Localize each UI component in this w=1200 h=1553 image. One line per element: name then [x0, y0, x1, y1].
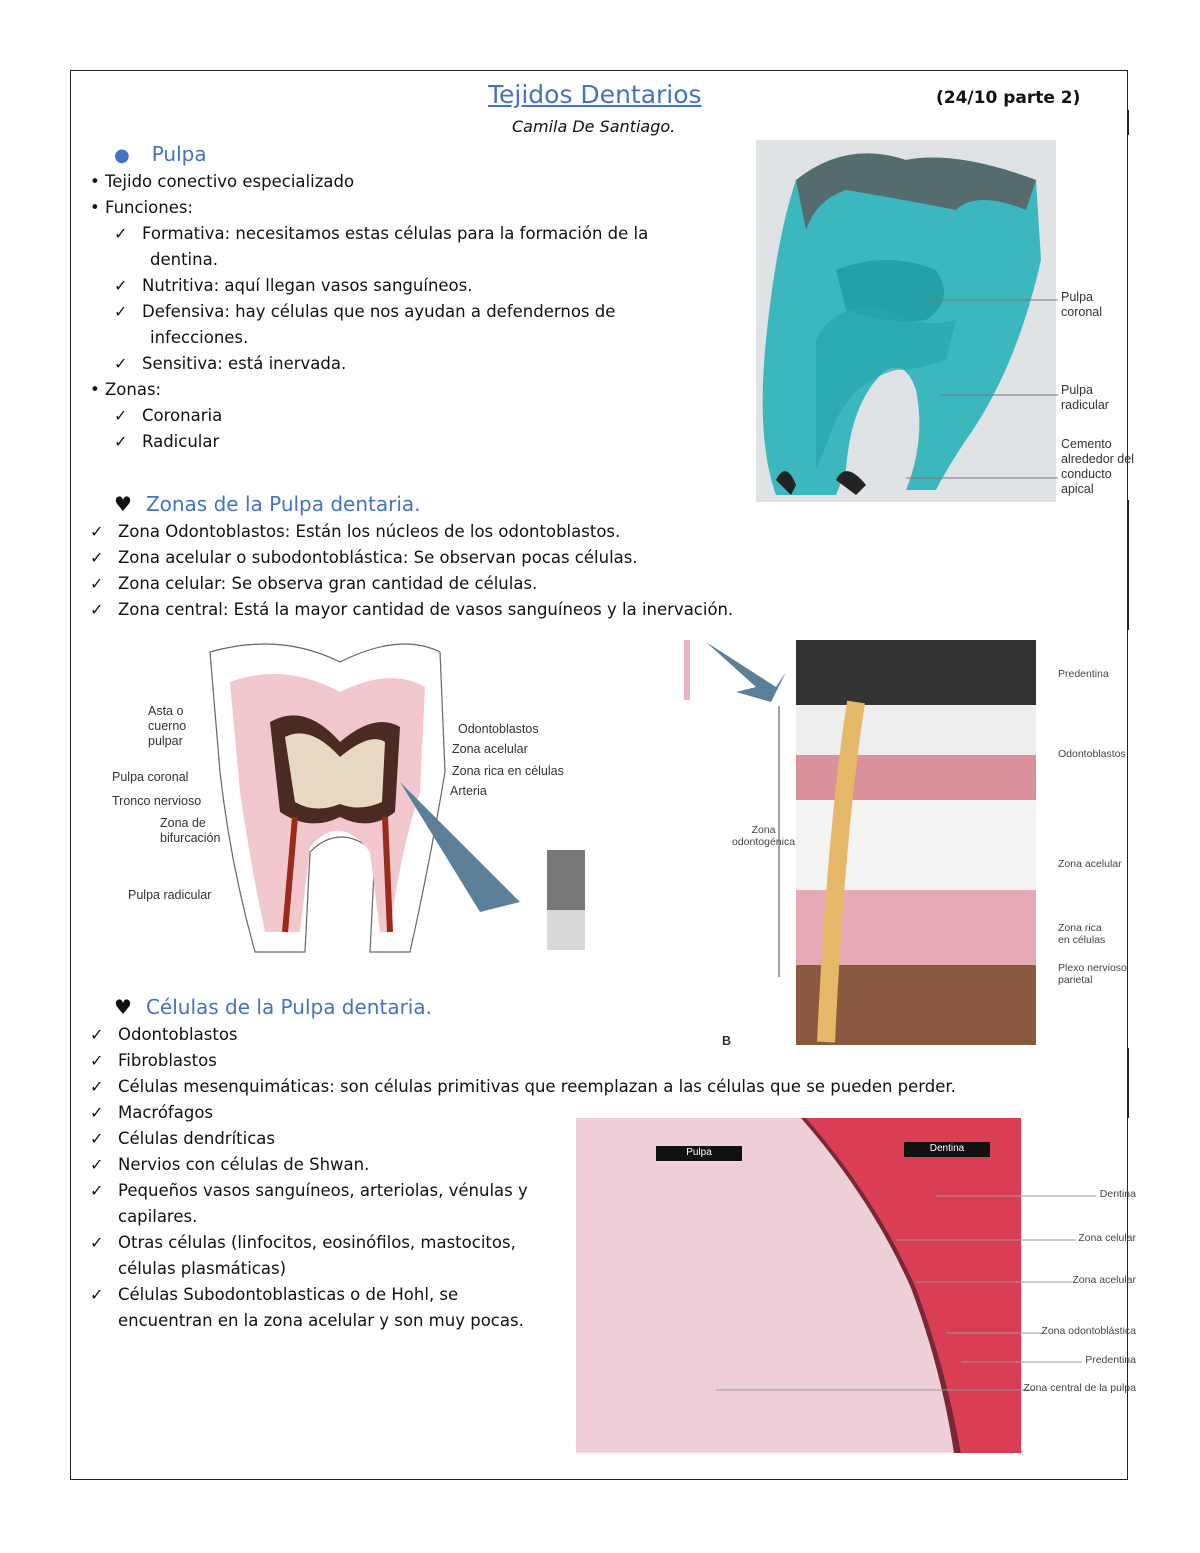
fig4-label: Zona odontoblástica [1041, 1325, 1136, 1337]
pulpa-heading: Pulpa [151, 142, 207, 166]
check-icon: ✓ [90, 1181, 104, 1200]
fig4-label: Zona acelular [1072, 1274, 1136, 1286]
page-title: Tejidos Dentarios [488, 80, 702, 109]
list-item: • Zonas: [90, 380, 162, 399]
list-item: Zona Odontoblastos: Están los núcleos de los odontoblastos. [118, 522, 621, 541]
check-icon: ✓ [90, 1129, 104, 1148]
check-icon: ✓ [90, 1051, 104, 1070]
zonas-section [90, 492, 733, 623]
check-icon: ✓ [90, 1155, 104, 1174]
celulas-heading: Células de la Pulpa dentaria. [145, 995, 432, 1019]
list-item: Odontoblastos [118, 1025, 238, 1044]
list-item: Sensitiva: está inervada. [142, 354, 347, 373]
list-item: Coronaria [142, 406, 223, 425]
list-item: Células dendríticas [118, 1129, 276, 1148]
check-icon: ✓ [114, 432, 128, 451]
fig3-label: odontogénica [732, 836, 796, 848]
fig2-label: Pulpa radicular [128, 888, 212, 902]
list-item: células plasmáticas) [118, 1259, 287, 1278]
fig1-label: apical [1061, 482, 1094, 496]
fig3-label: B [722, 1034, 732, 1048]
heart-icon: ♥ [114, 995, 132, 1019]
fig2-label: Zona rica en células [452, 764, 564, 778]
fig1-label: Pulpa [1061, 290, 1093, 304]
fig4-label: Predentina [1085, 1354, 1136, 1366]
fig2-label: cuerno [148, 719, 187, 733]
fig2-label: Zona acelular [452, 742, 528, 756]
fig3-label: parietal [1058, 974, 1093, 986]
fig1-label: Pulpa [1061, 383, 1093, 397]
fig1-label: coronal [1061, 305, 1102, 319]
check-icon: ✓ [90, 1025, 104, 1044]
margin-line [1127, 1048, 1129, 1118]
fig3-label: Zona [751, 824, 776, 836]
check-icon: ✓ [114, 354, 128, 373]
heart-icon: ♥ [114, 492, 132, 516]
list-item: Zona acelular o subodontoblástica: Se observan pocas células. [118, 548, 638, 567]
list-item: Zona central: Está la mayor cantidad de vasos sanguíneos y la inervación. [118, 600, 734, 619]
list-item: • Tejido conectivo especializado [90, 172, 355, 191]
fig1-label: radicular [1061, 398, 1109, 412]
fig3-label: Predentina [1058, 668, 1109, 680]
list-item: Formativa: necesitamos estas células para la formación de la [142, 224, 649, 243]
tooth-section-figure [756, 140, 1146, 502]
check-icon: ✓ [90, 574, 104, 593]
list-item: Radicular [142, 432, 220, 451]
zonas-heading: Zonas de la Pulpa dentaria. [145, 492, 421, 516]
fig4-label: Pulpa [686, 1147, 712, 1158]
fig1-label: alrededor del [1061, 452, 1134, 466]
pulpa-section [90, 142, 648, 455]
check-icon: ✓ [114, 406, 128, 425]
list-item: capilares. [118, 1207, 198, 1226]
check-icon: ✓ [114, 276, 128, 295]
fig2-label: pulpar [148, 734, 183, 748]
fig2-label: bifurcación [160, 831, 221, 845]
fig2-label: Pulpa coronal [112, 770, 189, 784]
fig2-label: Odontoblastos [458, 722, 539, 736]
check-icon: ✓ [90, 1077, 104, 1096]
list-item: dentina. [150, 250, 218, 269]
check-icon: ✓ [90, 548, 104, 567]
fig2-label: Arteria [450, 784, 487, 798]
list-item: Zona celular: Se observa gran cantidad de células. [118, 574, 538, 593]
check-icon: ✓ [90, 522, 104, 541]
check-icon: ✓ [90, 1285, 104, 1304]
fig3-label: en células [1058, 934, 1106, 946]
fig4-label: Zona central de la pulpa [1023, 1382, 1136, 1394]
check-icon: ✓ [90, 600, 104, 619]
tooth-diagram-figure [100, 632, 590, 962]
page-author: Camila De Santiago. [512, 117, 676, 136]
check-icon: ✓ [114, 302, 128, 321]
list-item: Nervios con células de Shwan. [118, 1155, 370, 1174]
list-item: Defensiva: hay células que nos ayudan a defendernos de [142, 302, 616, 321]
list-item: Células mesenquimáticas: son células primitivas que reemplazan a las células que se pueden perder. [118, 1077, 956, 1096]
odontogenic-zone-figure [676, 632, 1136, 1052]
fig1-label: conducto [1061, 467, 1112, 481]
list-item: encuentran en la zona acelular y son muy pocas. [118, 1311, 524, 1330]
list-item: Pequeños vasos sanguíneos, arteriolas, vénulas y [118, 1181, 528, 1200]
list-item: Macrófagos [118, 1103, 214, 1122]
margin-line [1127, 500, 1129, 630]
fig3-label: Plexo nervioso [1058, 962, 1127, 974]
fig4-label: Dentina [929, 1143, 965, 1154]
margin-line [1127, 110, 1129, 135]
list-item: Células Subodontoblasticas o de Hohl, se [118, 1285, 459, 1304]
histology-figure [576, 1118, 1136, 1453]
list-item: infecciones. [150, 328, 249, 347]
check-icon: ✓ [90, 1103, 104, 1122]
fig4-label: Dentina [1099, 1188, 1136, 1200]
list-item: Nutritiva: aquí llegan vasos sanguíneos. [142, 276, 473, 295]
fig1-label: Cemento [1061, 437, 1112, 451]
page-date: (24/10 parte 2) [936, 88, 1081, 108]
fig2-label: Zona de [160, 816, 206, 830]
list-item: Otras células (linfocitos, eosinófilos, mastocitos, [118, 1233, 516, 1252]
check-icon: ✓ [90, 1233, 104, 1252]
fig4-label: Zona celular [1078, 1232, 1136, 1244]
bullet-icon: ● [114, 145, 130, 166]
fig3-label: Odontoblastos [1058, 748, 1126, 760]
check-icon: ✓ [114, 224, 128, 243]
fig2-label: Tronco nervioso [112, 794, 202, 808]
fig2-label: Asta o [148, 704, 184, 718]
fig3-label: Zona acelular [1058, 858, 1122, 870]
fig3-label: Zona rica [1058, 922, 1102, 934]
list-item: Fibroblastos [118, 1051, 217, 1070]
list-item: • Funciones: [90, 198, 193, 217]
